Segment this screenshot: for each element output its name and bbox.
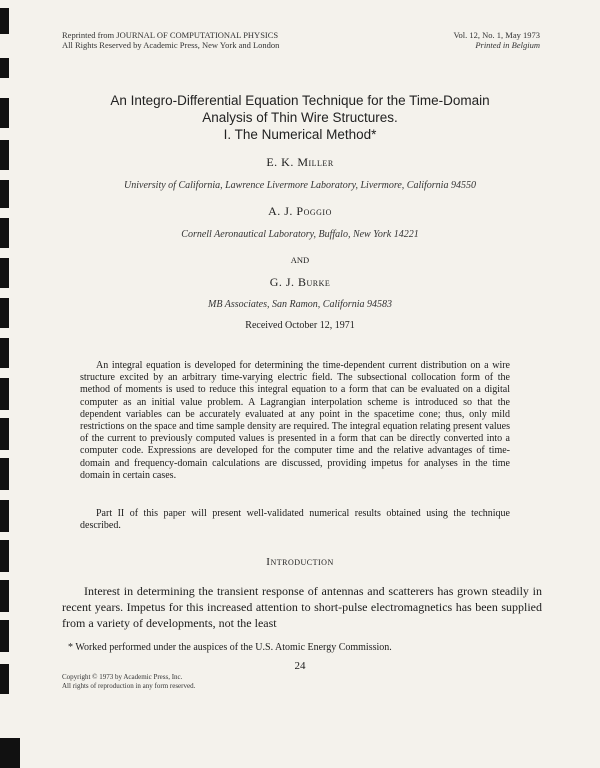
scan-edge-mark: [0, 458, 9, 490]
copyright-line2: All rights of reproduction in any form reserved.: [62, 682, 196, 690]
author-affiliation: Cornell Aeronautical Laboratory, Buffalo, New York 14221: [181, 229, 419, 240]
scan-edge-mark: [0, 180, 9, 208]
abstract-paragraph: An integral equation is developed for determining the time-dependent current distribution on a wire structure excited by an arbitrary time-varying electric field. The subsectional collocation form of the method of moments is used to reduce this integral equation to a form that can be evaluated on a digital computer as an initial value problem. A Lagrangian interpolation scheme is introduced so that the dependent variables can be accurately evaluated at any point in the spacetime cone; thus, only mild restrictions on the space and time sample density are required. The integral equation relating present values of the current to previously computed values is presented in a form that can be directly converted into a computer code. Expressions are developed for the computer time and the relative advantages of time-domain and frequency-domain calculations are discussed, providing impetus for analyses in the time domain in certain cases.: [80, 360, 510, 481]
scan-edge-mark: [0, 500, 9, 532]
scan-edge-mark: [0, 218, 9, 248]
and-separator: AND: [290, 255, 310, 265]
scan-edge-mark: [0, 418, 9, 450]
scan-edge-mark: [0, 338, 9, 368]
copyright-line1: Copyright © 1973 by Academic Press, Inc.: [62, 673, 183, 681]
volume-header: [454, 30, 541, 50]
author-affiliation: MB Associates, San Ramon, California 94583: [208, 299, 392, 310]
scan-edge-mark: [0, 738, 20, 768]
paper-title-line3: I. The Numerical Method*: [223, 127, 377, 142]
scan-edge-mark: [0, 8, 9, 34]
journal-header: [62, 30, 279, 50]
volume-header-line1: Vol. 12, No. 1, May 1973: [453, 30, 540, 40]
paper-title-line1: An Integro-Differential Equation Technique for the Time-Domain: [110, 93, 490, 108]
section-heading: Introduction: [266, 556, 334, 568]
author-name: A. J. Poggio: [268, 204, 332, 218]
paper-title: [60, 92, 540, 143]
footnote: * Worked performed under the auspices of the U.S. Atomic Energy Commission.: [68, 642, 392, 653]
scan-edge-mark: [0, 140, 9, 170]
abstract-paragraph: Part II of this paper will present well-validated numerical results obtained using the technique described.: [80, 508, 510, 532]
scan-edge-mark: [0, 580, 9, 612]
volume-header-line2: Printed in Belgium: [475, 40, 540, 50]
scan-edge-mark: [0, 540, 9, 572]
author-name: E. K. Miller: [266, 155, 334, 169]
author-affiliation: University of California, Lawrence Livermore Laboratory, Livermore, California 94550: [124, 180, 476, 191]
journal-header-line1: Reprinted from JOURNAL OF COMPUTATIONAL PHYSICS: [62, 30, 279, 40]
scan-edge-mark: [0, 620, 9, 652]
author-name: G. J. Burke: [269, 275, 331, 289]
copyright-notice: [62, 673, 195, 691]
paper-title-line2: Analysis of Thin Wire Structures.: [202, 110, 398, 125]
scan-edge-mark: [0, 378, 9, 410]
scan-edge-mark: [0, 298, 9, 328]
intro-paragraph: Interest in determining the transient response of antennas and scatterers has grown steadily in recent years. Impetus for this increased attention to short-pulse electromagnetics has been supplied from a variety of developments, not the least: [62, 584, 542, 630]
page-number: 24: [294, 660, 306, 672]
scan-edge-mark: [0, 258, 9, 288]
scan-edge-mark: [0, 58, 9, 78]
journal-header-line2: All Rights Reserved by Academic Press, New York and London: [62, 40, 280, 50]
received-date: Received October 12, 1971: [245, 320, 355, 331]
scan-edge-mark: [0, 98, 9, 128]
scan-edge-mark: [0, 664, 9, 694]
